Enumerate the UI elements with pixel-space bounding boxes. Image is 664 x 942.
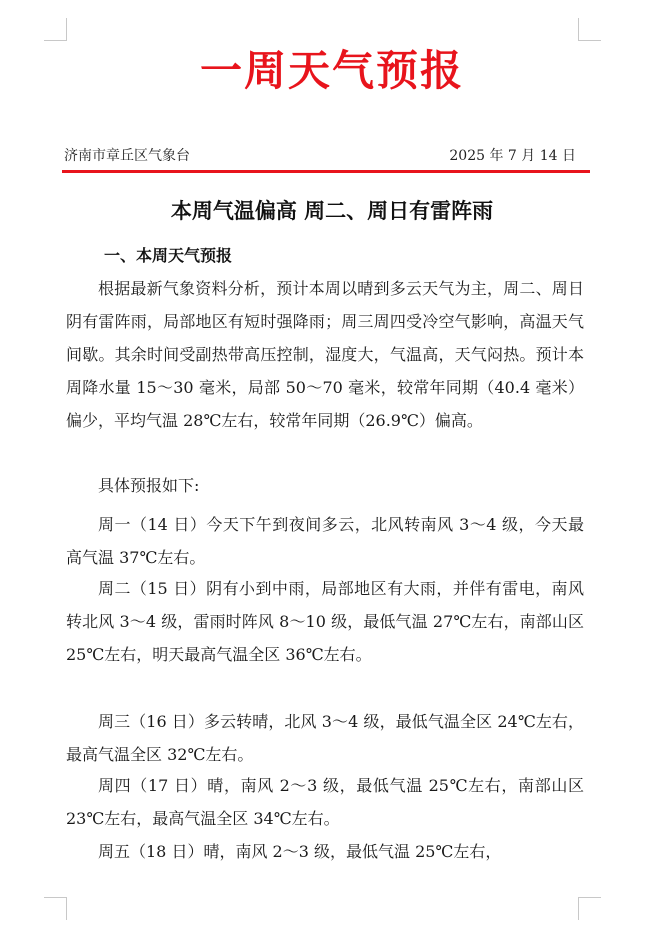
lead-paragraph [66,469,584,502]
crop-mark-top-left [44,18,67,41]
forecast-friday-text: 周五（18 日）晴，南风 2～3 级，最低气温 25℃左右， [98,842,502,861]
forecast-wednesday-text: 周三（16 日）多云转晴，北风 3～4 级，最低气温全区 24℃左右，最高气温全区 32℃左右。 [66,712,584,764]
forecast-thursday [66,769,584,835]
forecast-friday [66,835,584,868]
red-divider [62,170,590,173]
forecast-monday [66,508,584,574]
issue-date: 2025 年 7 月 14 日 [449,148,576,164]
headline: 本周气温偏高 周二、周日有雷阵雨 [170,199,494,223]
lead-text: 具体预报如下: [98,476,200,495]
issuer-date-row [64,144,580,168]
forecast-wednesday [66,705,584,771]
issuer-name: 济南市章丘区气象台 [64,148,190,164]
masthead-title: 一周天气预报 [199,46,464,95]
crop-mark-bottom-left [44,897,67,920]
crop-mark-top-right [578,18,601,41]
intro-paragraph [66,272,584,437]
intro-text: 根据最新气象资料分析，预计本周以晴到多云天气为主，周二、周日阴有雷阵雨，局部地区有短时强降雨；周三周四受冷空气影响，高温天气间歇。其余时间受副热带高压控制，湿度大，气温高，天气闷热。预计本周降水量 15～30 毫米，局部 50～70 毫米，较常年同期（40.4 毫米）偏少，平均气温 28℃左右，较常年同期（26.9℃）偏高。 [66,279,584,430]
section-heading: 一、本周天气预报 [104,246,233,265]
crop-mark-bottom-right [578,897,601,920]
forecast-monday-text: 周一（14 日）今天下午到夜间多云，北风转南风 3～4 级，今天最高气温 37℃左右。 [66,515,584,567]
forecast-tuesday-text: 周二（15 日）阴有小到中雨，局部地区有大雨，并伴有雷电，南风转北风 3～4 级，雷雨时阵风 8～10 级，最低气温 27℃左右，南部山区 25℃左右，明天最高气温全区 36℃左右。 [66,579,584,664]
forecast-thursday-text: 周四（17 日）晴，南风 2～3 级，最低气温 25℃左右，南部山区 23℃左右，最高气温全区 34℃左右。 [66,776,584,828]
forecast-tuesday [66,572,584,671]
